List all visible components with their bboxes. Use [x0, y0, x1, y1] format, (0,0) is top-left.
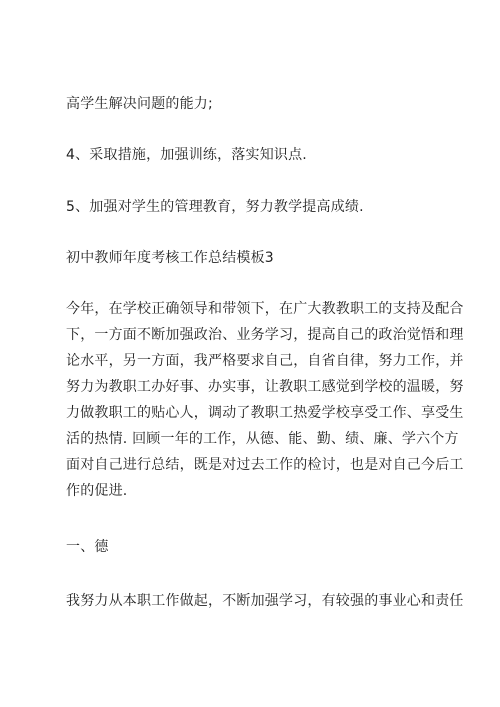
paragraph-line: 作的促进. [66, 483, 128, 499]
paragraph-line: 下，一方面不断加强政治、业务学习，提高自己的政治觉悟和理 [66, 327, 464, 343]
list-item-4: 4、采取措施，加强训练，落实知识点. [66, 147, 307, 163]
text-line: 我努力从本职工作做起，不断加强学习，有较强的事业心和责任 [66, 593, 464, 609]
text-line: 高学生解决问题的能力; [66, 96, 213, 112]
paragraph-line: 努力为教职工办好事、办实事，让教职工感觉到学校的温暖，努 [66, 379, 464, 395]
paragraph-line: 论水平，另一方面，我严格要求自己，自省自律，努力工作，并 [66, 353, 464, 369]
paragraph-line: 面对自己进行总结，既是对过去工作的检讨，也是对自己今后工 [66, 457, 464, 473]
paragraph-line: 活的热情. 回顾一年的工作，从德、能、勤、绩、廉、学六个方 [66, 431, 459, 447]
paragraph-line: 今年，在学校正确领导和带领下，在广大教教职工的支持及配合 [66, 301, 464, 317]
section-title: 初中教师年度考核工作总结模板3 [66, 250, 274, 266]
list-item-5: 5、加强对学生的管理教育，努力教学提高成绩. [66, 199, 364, 215]
section-heading: 一、德 [66, 539, 109, 555]
paragraph-line: 力做教职工的贴心人，调动了教职工热爱学校享受工作、享受生 [66, 405, 464, 421]
